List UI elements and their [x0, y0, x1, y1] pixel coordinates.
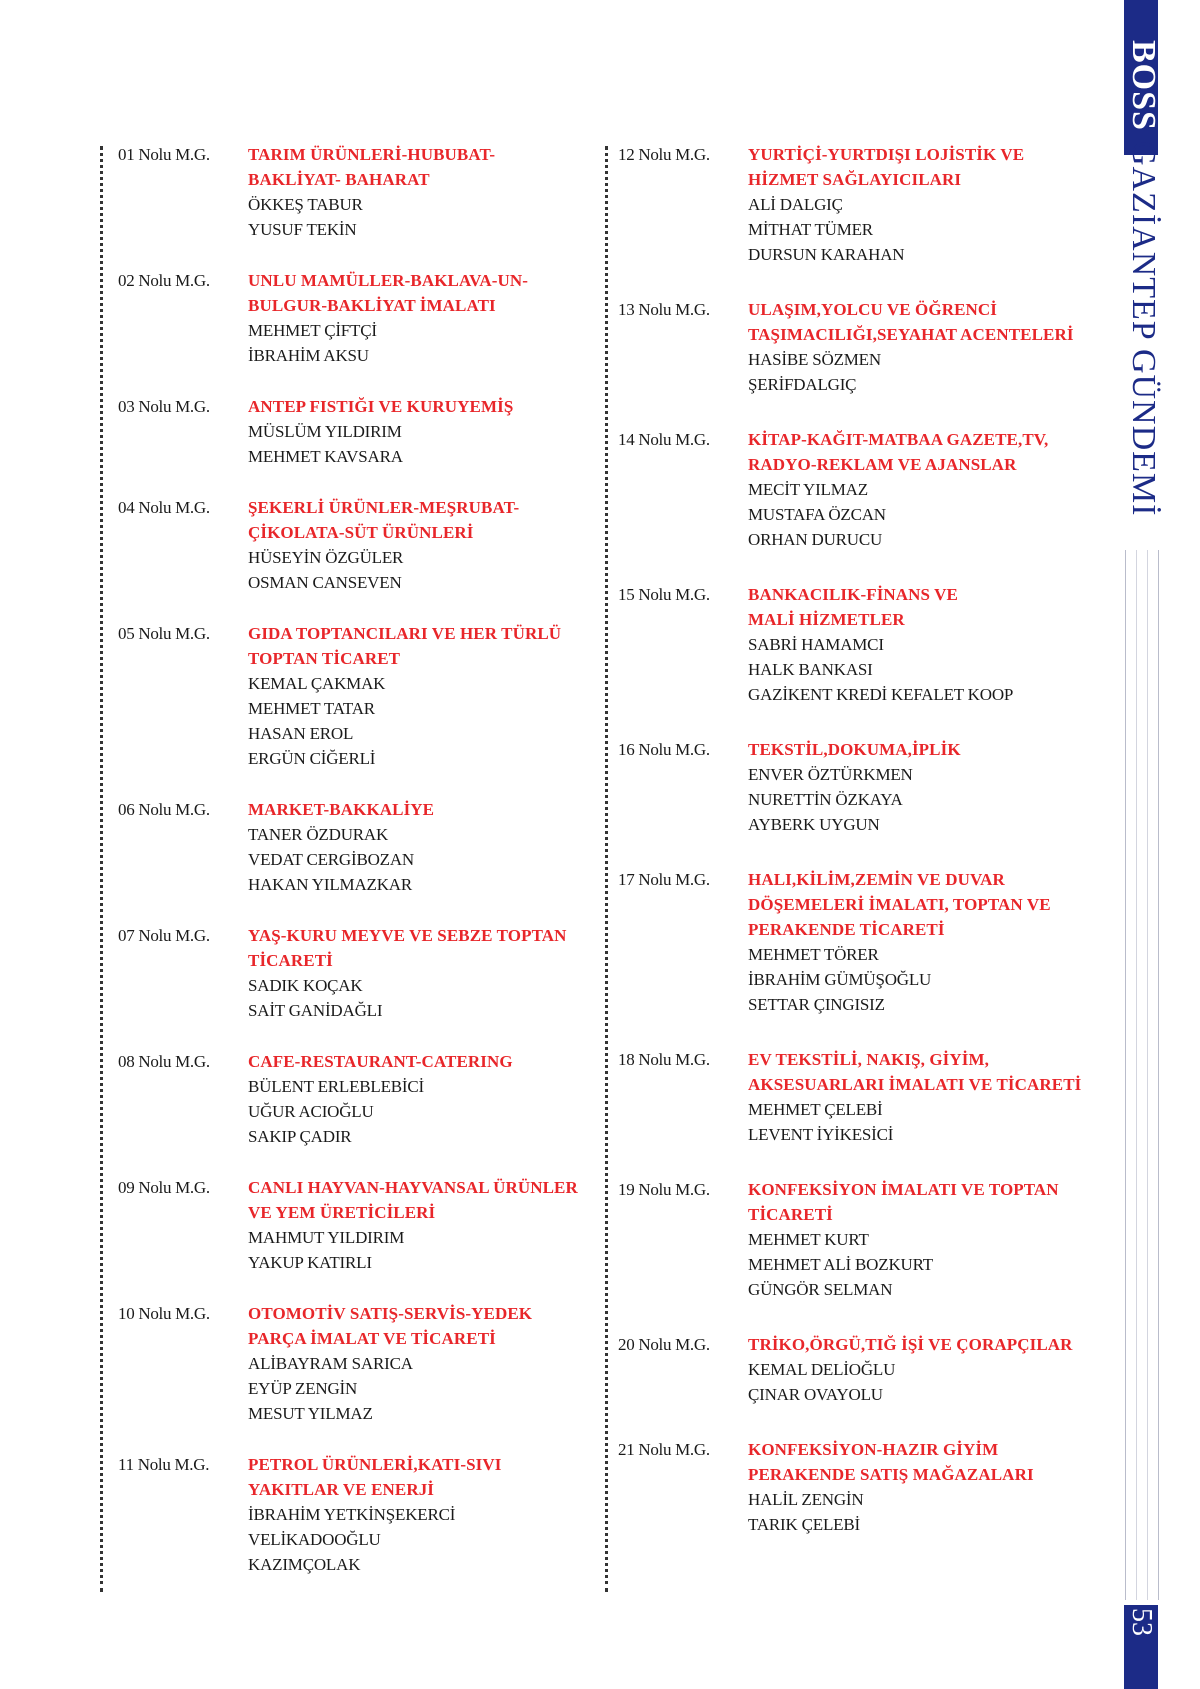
committee-category: TRİKO,ÖRGÜ,TIĞ İŞİ VE ÇORAPÇILAR	[748, 1335, 1073, 1354]
committee-category: TARIM ÜRÜNLERİ-HUBUBAT-	[248, 145, 496, 164]
committee-entry	[618, 1047, 1088, 1147]
committee-entry	[618, 867, 1088, 1017]
side-decorative-lines	[1125, 550, 1159, 1600]
member-name: DURSUN KARAHAN	[748, 245, 905, 264]
member-name: ALİBAYRAM SARICA	[248, 1354, 413, 1373]
right-dotted-divider	[605, 146, 608, 1592]
committee-category: RADYO-REKLAM VE AJANSLAR	[748, 455, 1017, 474]
committee-number: 07 Nolu M.G.	[118, 926, 210, 945]
member-name: SETTAR ÇINGISIZ	[748, 995, 885, 1014]
page-number: 53	[1126, 1608, 1157, 1636]
committee-number: 20 Nolu M.G.	[618, 1335, 710, 1354]
member-name: ALİ DALGIÇ	[748, 195, 843, 214]
committee-category: YAŞ-KURU MEYVE VE SEBZE TOPTAN	[248, 926, 567, 945]
committee-category: CANLI HAYVAN-HAYVANSAL ÜRÜNLER	[248, 1178, 578, 1197]
committee-entry	[618, 582, 1088, 707]
committee-category: GIDA TOPTANCILARI VE HER TÜRLÜ	[248, 624, 562, 643]
left-dotted-divider	[100, 146, 103, 1592]
member-name: MEHMET ÇELEBİ	[748, 1100, 883, 1119]
committee-body	[248, 1049, 588, 1149]
committee-number: 10 Nolu M.G.	[118, 1304, 210, 1323]
committee-category: YURTİÇİ-YURTDIŞI LOJİSTİK VE	[748, 145, 1025, 164]
member-name: KAZIMÇOLAK	[248, 1555, 361, 1574]
member-name: HALK BANKASI	[748, 660, 873, 679]
member-name: BÜLENT ERLEBLEBİCİ	[248, 1077, 424, 1096]
member-name: HASİBE SÖZMEN	[748, 350, 881, 369]
committee-category: ÇİKOLATA-SÜT ÜRÜNLERİ	[248, 523, 474, 542]
member-name: MEHMET KAVSARA	[248, 447, 403, 466]
committee-category: HİZMET SAĞLAYICILARI	[748, 170, 962, 189]
member-name: ORHAN DURUCU	[748, 530, 883, 549]
committee-body	[748, 427, 1088, 552]
member-name: ŞERİFDALGIÇ	[748, 375, 857, 394]
member-name: MAHMUT YILDIRIM	[248, 1228, 405, 1247]
committee-number: 12 Nolu M.G.	[618, 145, 710, 164]
member-name: MEHMET TATAR	[248, 699, 375, 718]
member-name: MEHMET ALİ BOZKURT	[748, 1255, 933, 1274]
committee-entry	[618, 1332, 1088, 1407]
member-name: SAKIP ÇADIR	[248, 1127, 352, 1146]
member-name: TARIK ÇELEBİ	[748, 1515, 860, 1534]
committee-body	[248, 1301, 588, 1426]
member-name: YAKUP KATIRLI	[248, 1253, 372, 1272]
committee-category: PARÇA İMALAT VE TİCARETİ	[248, 1329, 496, 1348]
member-name: HÜSEYİN ÖZGÜLER	[248, 548, 404, 567]
committee-body	[248, 495, 588, 595]
committee-number: 13 Nolu M.G.	[618, 300, 710, 319]
committee-category: BAKLİYAT- BAHARAT	[248, 170, 430, 189]
committee-body	[248, 797, 588, 897]
committee-entry	[118, 1301, 588, 1426]
committee-category: CAFE-RESTAURANT-CATERING	[248, 1052, 513, 1071]
committee-number: 08 Nolu M.G.	[118, 1052, 210, 1071]
committee-category: OTOMOTİV SATIŞ-SERVİS-YEDEK	[248, 1304, 533, 1323]
member-name: GAZİKENT KREDİ KEFALET KOOP	[748, 685, 1014, 704]
member-name: MEHMET TÖRER	[748, 945, 879, 964]
committee-body	[748, 867, 1088, 1017]
committee-entry	[118, 621, 588, 771]
committee-entry	[618, 737, 1088, 837]
committee-category: PERAKENDE TİCARETİ	[748, 920, 945, 939]
member-name: VEDAT CERGİBOZAN	[248, 850, 415, 869]
member-name: GÜNGÖR SELMAN	[748, 1280, 893, 1299]
committee-number: 02 Nolu M.G.	[118, 271, 210, 290]
member-name: KEMAL DELİOĞLU	[748, 1360, 896, 1379]
committee-number: 17 Nolu M.G.	[618, 870, 710, 889]
committee-body	[748, 1332, 1088, 1407]
committee-category: YAKITLAR VE ENERJİ	[248, 1480, 435, 1499]
committee-number: 15 Nolu M.G.	[618, 585, 710, 604]
member-name: ÇINAR OVAYOLU	[748, 1385, 883, 1404]
member-name: SAİT GANİDAĞLI	[248, 1001, 383, 1020]
member-name: MUSTAFA ÖZCAN	[748, 505, 886, 524]
committee-category: BULGUR-BAKLİYAT İMALATI	[248, 296, 496, 315]
committee-body	[748, 142, 1088, 267]
committee-body	[248, 621, 588, 771]
committee-number: 21 Nolu M.G.	[618, 1440, 710, 1459]
member-name: ENVER ÖZTÜRKMEN	[748, 765, 913, 784]
committee-body	[748, 737, 1088, 837]
committee-body	[748, 582, 1088, 707]
member-name: ERGÜN CİĞERLİ	[248, 749, 376, 768]
committee-entry	[618, 1177, 1088, 1302]
committee-entry	[118, 923, 588, 1023]
member-name: HALİL ZENGİN	[748, 1490, 864, 1509]
committee-number: 14 Nolu M.G.	[618, 430, 710, 449]
committee-entry	[118, 268, 588, 368]
committee-category: EV TEKSTİLİ, NAKIŞ, GİYİM,	[748, 1050, 989, 1069]
committee-body	[248, 1175, 588, 1275]
committee-category: AKSESUARLARI İMALATI VE TİCARETİ	[748, 1075, 1082, 1094]
committee-category: ANTEP FISTIĞI VE KURUYEMİŞ	[248, 397, 514, 416]
committee-category: VE YEM ÜRETİCİLERİ	[248, 1203, 436, 1222]
committee-category: KİTAP-KAĞIT-MATBAA GAZETE,TV,	[748, 430, 1049, 449]
member-name: AYBERK UYGUN	[748, 815, 880, 834]
committee-category: TİCARETİ	[248, 951, 333, 970]
member-name: SADIK KOÇAK	[248, 976, 363, 995]
committee-number: 18 Nolu M.G.	[618, 1050, 710, 1069]
member-name: OSMAN CANSEVEN	[248, 573, 402, 592]
committee-number: 04 Nolu M.G.	[118, 498, 210, 517]
committee-entry	[118, 394, 588, 469]
member-name: LEVENT İYİKESİCİ	[748, 1125, 894, 1144]
committee-entry	[618, 427, 1088, 552]
committee-category: TEKSTİL,DOKUMA,İPLİK	[748, 740, 961, 759]
committee-category: PETROL ÜRÜNLERİ,KATI-SIVI	[248, 1455, 502, 1474]
committee-entry	[618, 1437, 1088, 1537]
member-name: MEHMET ÇİFTÇİ	[248, 321, 377, 340]
right-column	[618, 142, 1088, 1567]
committee-entry	[118, 797, 588, 897]
committee-number: 19 Nolu M.G.	[618, 1180, 710, 1199]
committee-body	[748, 1047, 1088, 1147]
committee-category: BANKACILIK-FİNANS VE	[748, 585, 958, 604]
committee-number: 16 Nolu M.G.	[618, 740, 710, 759]
left-column	[118, 142, 588, 1603]
committee-category: UNLU MAMÜLLER-BAKLAVA-UN-	[248, 271, 529, 290]
committee-category: MARKET-BAKKALİYE	[248, 800, 435, 819]
member-name: SABRİ HAMAMCI	[748, 635, 884, 654]
committee-number: 01 Nolu M.G.	[118, 145, 210, 164]
member-name: İBRAHİM GÜMÜŞOĞLU	[748, 970, 932, 989]
member-name: MECİT YILMAZ	[748, 480, 868, 499]
committee-category: ŞEKERLİ ÜRÜNLER-MEŞRUBAT-	[248, 498, 520, 517]
committee-number: 05 Nolu M.G.	[118, 624, 210, 643]
committee-entry	[118, 495, 588, 595]
committee-number: 03 Nolu M.G.	[118, 397, 210, 416]
member-name: MÜSLÜM YILDIRIM	[248, 422, 402, 441]
committee-entry	[118, 1452, 588, 1577]
member-name: ÖKKEŞ TABUR	[248, 195, 363, 214]
committee-entry	[118, 1175, 588, 1275]
committee-number: 06 Nolu M.G.	[118, 800, 210, 819]
member-name: YUSUF TEKİN	[248, 220, 357, 239]
brand-logo-text: BOSS	[1125, 40, 1162, 131]
member-name: NURETTİN ÖZKAYA	[748, 790, 903, 809]
committee-category: KONFEKSİYON İMALATI VE TOPTAN	[748, 1180, 1059, 1199]
committee-category: HALI,KİLİM,ZEMİN VE DUVAR	[748, 870, 1005, 889]
member-name: İBRAHİM AKSU	[248, 346, 369, 365]
committee-body	[248, 394, 588, 469]
member-name: İBRAHİM YETKİNŞEKERCİ	[248, 1505, 456, 1524]
member-name: VELİKADOOĞLU	[248, 1530, 381, 1549]
committee-body	[248, 1452, 588, 1577]
committee-category: ULAŞIM,YOLCU VE ÖĞRENCİ	[748, 300, 997, 319]
committee-entry	[618, 142, 1088, 267]
committee-category: TAŞIMACILIĞI,SEYAHAT ACENTELERİ	[748, 325, 1074, 344]
committee-entry	[118, 142, 588, 242]
member-name: HASAN EROL	[248, 724, 354, 743]
committee-entry	[618, 297, 1088, 397]
side-masthead	[1126, 40, 1160, 516]
committee-entry	[118, 1049, 588, 1149]
member-name: HAKAN YILMAZKAR	[248, 875, 412, 894]
member-name: TANER ÖZDURAK	[248, 825, 389, 844]
member-name: KEMAL ÇAKMAK	[248, 674, 386, 693]
committee-body	[748, 1177, 1088, 1302]
committee-number: 11 Nolu M.G.	[118, 1455, 210, 1474]
committee-body	[248, 268, 588, 368]
member-name: MEHMET KURT	[748, 1230, 869, 1249]
committee-category: TİCARETİ	[748, 1205, 833, 1224]
committee-body	[748, 1437, 1088, 1537]
member-name: MESUT YILMAZ	[248, 1404, 373, 1423]
magazine-title: GAZİANTEP GÜNDEMİ	[1125, 140, 1162, 517]
committee-body	[248, 923, 588, 1023]
member-name: EYÜP ZENGİN	[248, 1379, 358, 1398]
committee-body	[748, 297, 1088, 397]
committee-category: PERAKENDE SATIŞ MAĞAZALARI	[748, 1465, 1034, 1484]
committee-number: 09 Nolu M.G.	[118, 1178, 210, 1197]
member-name: UĞUR ACIOĞLU	[248, 1102, 374, 1121]
committee-category: DÖŞEMELERİ İMALATI, TOPTAN VE	[748, 895, 1051, 914]
committee-category: KONFEKSİYON-HAZIR GİYİM	[748, 1440, 999, 1459]
member-name: MİTHAT TÜMER	[748, 220, 873, 239]
committee-category: TOPTAN TİCARET	[248, 649, 401, 668]
committee-category: MALİ HİZMETLER	[748, 610, 905, 629]
committee-body	[248, 142, 588, 242]
